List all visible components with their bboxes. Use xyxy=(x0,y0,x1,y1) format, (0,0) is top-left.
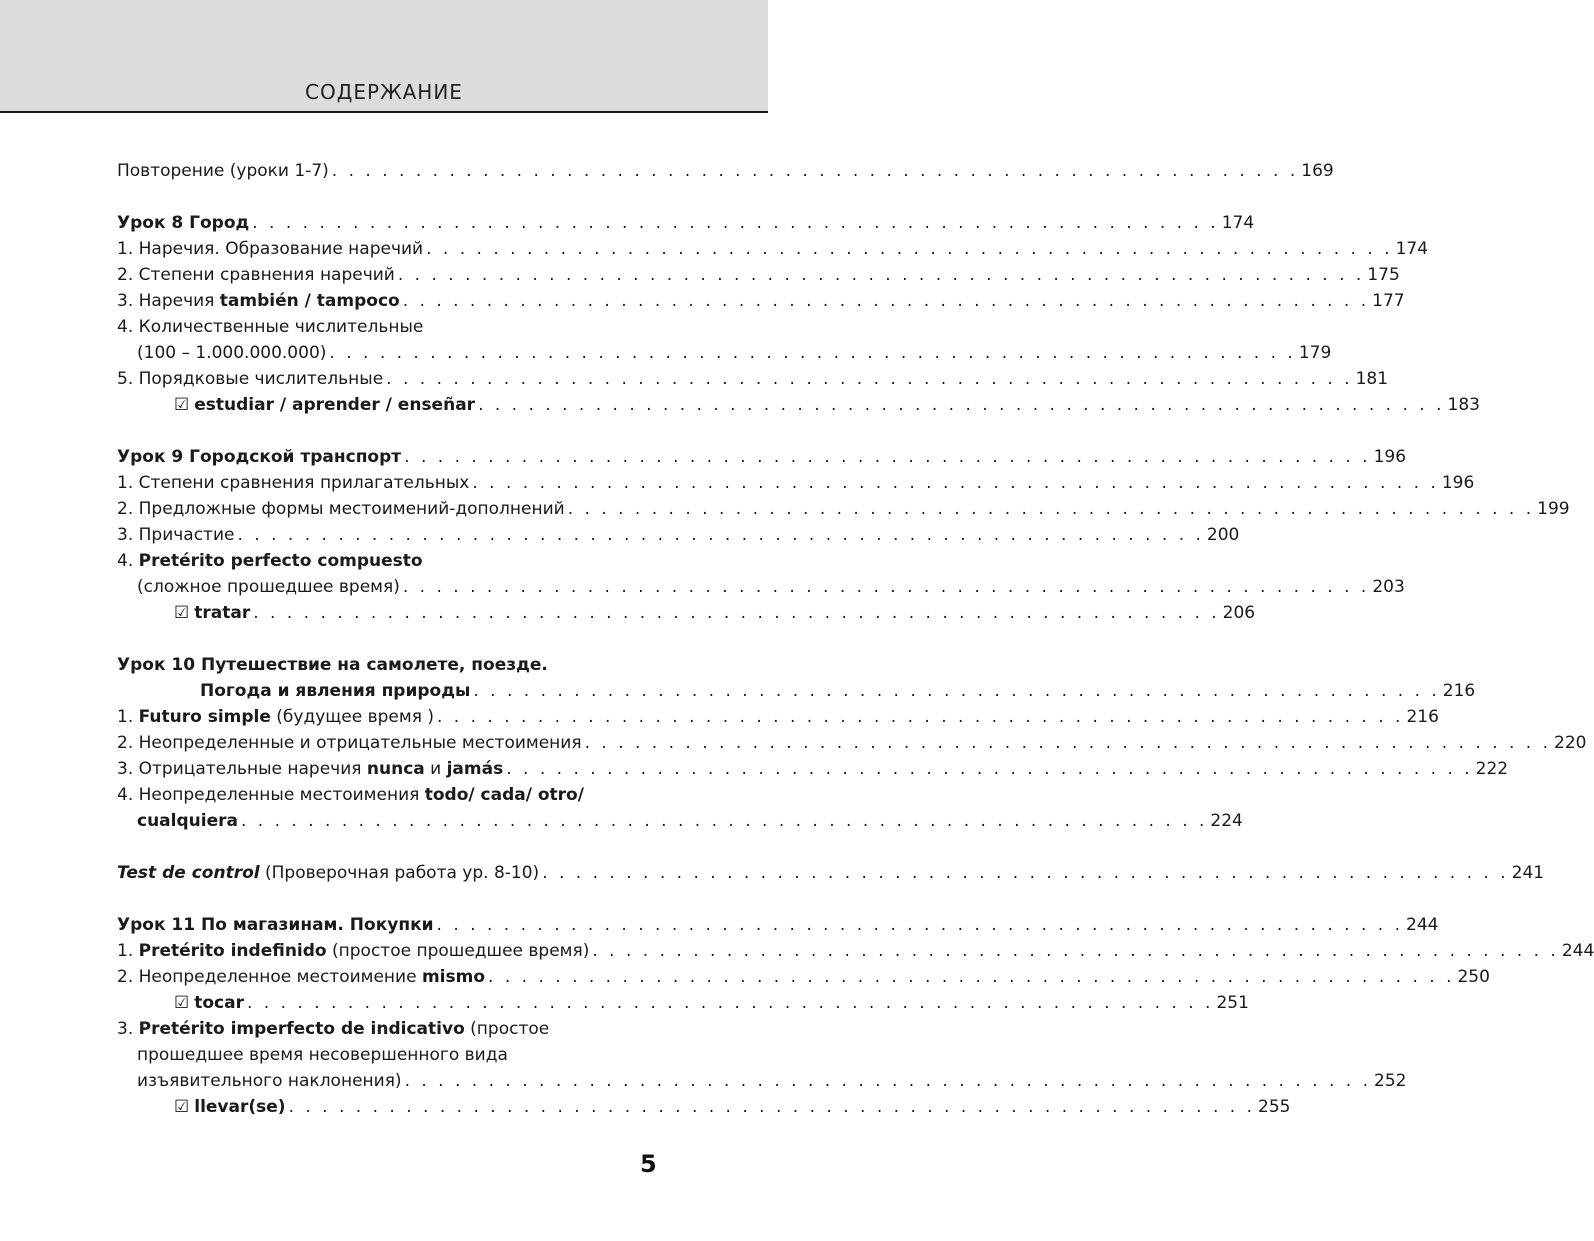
entry-text: Повторение (уроки 1-7) xyxy=(117,161,329,181)
dot-leader: . . . . . . . . . . . . . . . . . . . . . . . . . . . . . . . . . . . . . . . . . . . . . . . . . . . . . . . . . . xyxy=(436,915,1403,935)
toc-entry-8-verbs[interactable] xyxy=(117,392,1480,418)
page-ref: 199 xyxy=(1537,499,1570,519)
checkbox-icon: ☑ xyxy=(174,993,190,1013)
page-ref: 244 xyxy=(1561,941,1594,961)
entry-text: cualquiera xyxy=(137,811,238,831)
dot-leader: . . . . . . . . . . . . . . . . . . . . . . . . . . . . . . . . . . . . . . . . . . . . . . . . . . . . . . . . . . xyxy=(402,291,1370,311)
entry-text: 3. Наречия también / tampoco xyxy=(117,291,400,311)
entry-text: 2. Степени сравнения наречий xyxy=(117,265,395,285)
dot-leader: . . . . . . . . . . . . . . . . . . . . . . . . . . . . . . . . . . . . . . . . . . . . . . . . . . . . . . . . . . xyxy=(247,993,1214,1013)
toc-entry-10-3[interactable] xyxy=(117,756,1509,782)
toc-entry-9-4-cont[interactable] xyxy=(117,574,1405,600)
entry-text: (сложное прошедшее время) xyxy=(137,577,400,597)
toc-entry-10-2[interactable] xyxy=(117,730,1587,756)
dot-leader: . . . . . . . . . . . . . . . . . . . . . . . . . . . . . . . . . . . . . . . . . . . . . . . . . . . . . . . . . . xyxy=(473,681,1440,701)
entry-text: 3. Отрицательные наречия nunca и jamás xyxy=(117,759,504,779)
checkbox-icon: ☑ xyxy=(174,603,190,623)
toc-entry-11-3[interactable] xyxy=(117,1016,639,1042)
toc-entry-lesson-11[interactable] xyxy=(117,912,1439,938)
toc-entry-10-1[interactable] xyxy=(117,704,1439,730)
toc-entry-9-2[interactable] xyxy=(117,496,1570,522)
page-ref: 252 xyxy=(1374,1071,1407,1091)
page-ref: 196 xyxy=(1441,473,1475,493)
entry-text: Урок 9 Городской транспорт xyxy=(117,447,402,467)
entry-text: ☑ llevar(se) xyxy=(174,1097,286,1117)
page-ref: 250 xyxy=(1457,967,1490,987)
entry-text: ☑ tocar xyxy=(174,993,244,1013)
toc-entry-9-4[interactable] xyxy=(117,548,639,574)
toc-entry-10-4[interactable] xyxy=(117,782,639,808)
toc-entry-11-2[interactable] xyxy=(117,964,1490,990)
entry-text: 2. Предложные формы местоимений-дополнений xyxy=(117,499,565,519)
entry-text: 5. Порядковые числительные xyxy=(117,369,384,389)
entry-text: 1. Степени сравнения прилагательных xyxy=(117,473,470,493)
page-ref: 174 xyxy=(1221,213,1255,233)
dot-leader: . . . . . . . . . . . . . . . . . . . . . . . . . . . . . . . . . . . . . . . . . . . . . . . . . . . . . . . . . . xyxy=(584,733,1552,753)
page-ref: 169 xyxy=(1301,161,1334,181)
dot-leader: . . . . . . . . . . . . . . . . . . . . . . . . . . . . . . . . . . . . . . . . . . . . . . . . . . . . . . . . . . xyxy=(542,863,1509,883)
dot-leader: . . . . . . . . . . . . . . . . . . . . . . . . . . . . . . . . . . . . . . . . . . . . . . . . . . . . . . . . . . xyxy=(397,265,1365,285)
dot-leader: . . . . . . . . . . . . . . . . . . . . . . . . . . . . . . . . . . . . . . . . . . . . . . . . . . . . . . . . . . xyxy=(436,707,1404,727)
page-number: 5 xyxy=(640,1150,657,1178)
dot-leader: . . . . . . . . . . . . . . . . . . . . . . . . . . . . . . . . . . . . . . . . . . . . . . . . . . . . . . . . . . xyxy=(592,941,1559,961)
toc-entry-11-3-cont-1[interactable] xyxy=(117,1042,639,1068)
toc-entry-test[interactable] xyxy=(117,860,1545,886)
toc-entry-lesson-10[interactable] xyxy=(117,652,639,678)
entry-text: 1. Pretérito indefinido (простое прошедшее время) xyxy=(117,941,590,961)
dot-leader: . . . . . . . . . . . . . . . . . . . . . . . . . . . . . . . . . . . . . . . . . . . . . . . . . . . . . . . . . . xyxy=(329,343,1296,363)
entry-text: изъявительного наклонения) xyxy=(137,1071,402,1091)
entry-text: 4. Количественные числительные xyxy=(117,317,424,337)
toc-entry-11-1[interactable] xyxy=(117,938,1594,964)
toc-entry-8-4[interactable] xyxy=(117,314,639,340)
page-ref: 241 xyxy=(1511,863,1545,883)
toc-entry-lesson-10-cont[interactable] xyxy=(117,678,1476,704)
checkbox-icon: ☑ xyxy=(174,1097,190,1117)
entry-text: Урок 10 Путешествие на самолете, поезде. xyxy=(117,655,548,675)
dot-leader: . . . . . . . . . . . . . . . . . . . . . . . . . . . . . . . . . . . . . . . . . . . . . . . . . . . . . . . . . . xyxy=(472,473,1439,493)
dot-leader: . . . . . . . . . . . . . . . . . . . . . . . . . . . . . . . . . . . . . . . . . . . . . . . . . . . . . . . . . . xyxy=(488,967,1455,987)
dot-leader: . . . . . . . . . . . . . . . . . . . . . . . . . . . . . . . . . . . . . . . . . . . . . . . . . . . . . . . . . . xyxy=(331,161,1299,181)
toc-entry-9-1[interactable] xyxy=(117,470,1475,496)
toc-entry-8-3[interactable] xyxy=(117,288,1405,314)
page-header xyxy=(0,0,768,113)
toc-entry-10-4-cont[interactable] xyxy=(117,808,1243,834)
entry-text: ☑ estudiar / aprender / enseñar xyxy=(174,395,476,415)
toc-entry-8-4-cont[interactable] xyxy=(117,340,1332,366)
entry-text: Урок 8 Город xyxy=(117,213,250,233)
toc-entry-11-verbs-2[interactable] xyxy=(117,1094,1291,1120)
page-ref: 216 xyxy=(1442,681,1476,701)
dot-leader: . . . . . . . . . . . . . . . . . . . . . . . . . . . . . . . . . . . . . . . . . . . . . . . . . . . . . . . . . . xyxy=(288,1097,1256,1117)
page-title: СОДЕРЖАНИЕ xyxy=(305,80,463,104)
page-ref: 255 xyxy=(1258,1097,1291,1117)
page-ref: 216 xyxy=(1406,707,1439,727)
dot-leader: . . . . . . . . . . . . . . . . . . . . . . . . . . . . . . . . . . . . . . . . . . . . . . . . . . . . . . . . . . xyxy=(404,447,1371,467)
toc-entry-8-5[interactable] xyxy=(117,366,1389,392)
entry-text: Погода и явления природы xyxy=(200,681,471,701)
page-ref: 224 xyxy=(1210,811,1243,831)
dot-leader: . . . . . . . . . . . . . . . . . . . . . . . . . . . . . . . . . . . . . . . . . . . . . . . . . . . . . . . . . . xyxy=(386,369,1353,389)
entry-text: 2. Неопределенные и отрицательные местоимения xyxy=(117,733,582,753)
page-ref: 200 xyxy=(1206,525,1240,545)
entry-text: 4. Pretérito perfecto compuesto xyxy=(117,551,423,571)
page-ref: 206 xyxy=(1222,603,1256,623)
dot-leader: . . . . . . . . . . . . . . . . . . . . . . . . . . . . . . . . . . . . . . . . . . . . . . . . . . . . . . . . . . xyxy=(252,213,1219,233)
dot-leader: . . . . . . . . . . . . . . . . . . . . . . . . . . . . . . . . . . . . . . . . . . . . . . . . . . . . . . . . . . xyxy=(240,811,1208,831)
dot-leader: . . . . . . . . . . . . . . . . . . . . . . . . . . . . . . . . . . . . . . . . . . . . . . . . . . . . . . . . . . xyxy=(506,759,1473,779)
entry-text: 1. Наречия. Образование наречий xyxy=(117,239,424,259)
entry-text: Test de control (Проверочная работа ур. 8-10) xyxy=(117,863,540,883)
entry-text: 3. Pretérito imperfecto de indicativo (простое xyxy=(117,1019,550,1039)
entry-text: 3. Причастие xyxy=(117,525,235,545)
page-ref: 203 xyxy=(1372,577,1405,597)
table-of-contents xyxy=(117,158,1594,1120)
dot-leader: . . . . . . . . . . . . . . . . . . . . . . . . . . . . . . . . . . . . . . . . . . . . . . . . . . . . . . . . . . xyxy=(478,395,1445,415)
entry-text: ☑ tratar xyxy=(174,603,251,623)
entry-text: 4. Неопределенные местоимения todo/ cada/ otro/ xyxy=(117,785,584,805)
page-ref: 244 xyxy=(1406,915,1439,935)
entry-text: 1. Futuro simple (будущее время ) xyxy=(117,707,434,727)
page-ref: 251 xyxy=(1216,993,1249,1013)
dot-leader: . . . . . . . . . . . . . . . . . . . . . . . . . . . . . . . . . . . . . . . . . . . . . . . . . . . . . . . . . . xyxy=(402,577,1370,597)
toc-entry-11-3-cont-2[interactable] xyxy=(117,1068,1407,1094)
toc-entry-8-1[interactable] xyxy=(117,236,1429,262)
dot-leader: . . . . . . . . . . . . . . . . . . . . . . . . . . . . . . . . . . . . . . . . . . . . . . . . . . . . . . . . . . xyxy=(253,603,1220,623)
page-ref: 181 xyxy=(1355,369,1389,389)
checkbox-icon: ☑ xyxy=(174,395,190,415)
page-ref: 183 xyxy=(1447,395,1480,415)
page-ref: 220 xyxy=(1554,733,1587,753)
dot-leader: . . . . . . . . . . . . . . . . . . . . . . . . . . . . . . . . . . . . . . . . . . . . . . . . . . . . . . . . . . xyxy=(404,1071,1372,1091)
toc-entry-lesson-8[interactable] xyxy=(117,210,1255,236)
entry-text: Урок 11 По магазинам. Покупки xyxy=(117,915,434,935)
toc-entry-review[interactable] xyxy=(117,158,1334,184)
page-ref: 179 xyxy=(1298,343,1332,363)
page-ref: 177 xyxy=(1372,291,1405,311)
entry-text: прошедшее время несовершенного вида xyxy=(137,1045,508,1065)
page-ref: 196 xyxy=(1373,447,1407,467)
toc-entry-lesson-9[interactable] xyxy=(117,444,1407,470)
toc-entry-9-3[interactable] xyxy=(117,522,1240,548)
dot-leader: . . . . . . . . . . . . . . . . . . . . . . . . . . . . . . . . . . . . . . . . . . . . . . . . . . . . . . . . . . xyxy=(237,525,1204,545)
page-ref: 222 xyxy=(1475,759,1509,779)
page-ref: 175 xyxy=(1367,265,1400,285)
toc-entry-9-verbs[interactable] xyxy=(117,600,1256,626)
toc-entry-11-verbs-1[interactable] xyxy=(117,990,1249,1016)
entry-text: (100 – 1.000.000.000) xyxy=(137,343,327,363)
dot-leader: . . . . . . . . . . . . . . . . . . . . . . . . . . . . . . . . . . . . . . . . . . . . . . . . . . . . . . . . . . xyxy=(567,499,1535,519)
page-ref: 174 xyxy=(1395,239,1429,259)
toc-entry-8-2[interactable] xyxy=(117,262,1400,288)
entry-text: 2. Неопределенное местоимение mismo xyxy=(117,967,486,987)
dot-leader: . . . . . . . . . . . . . . . . . . . . . . . . . . . . . . . . . . . . . . . . . . . . . . . . . . . . . . . . . . xyxy=(426,239,1393,259)
